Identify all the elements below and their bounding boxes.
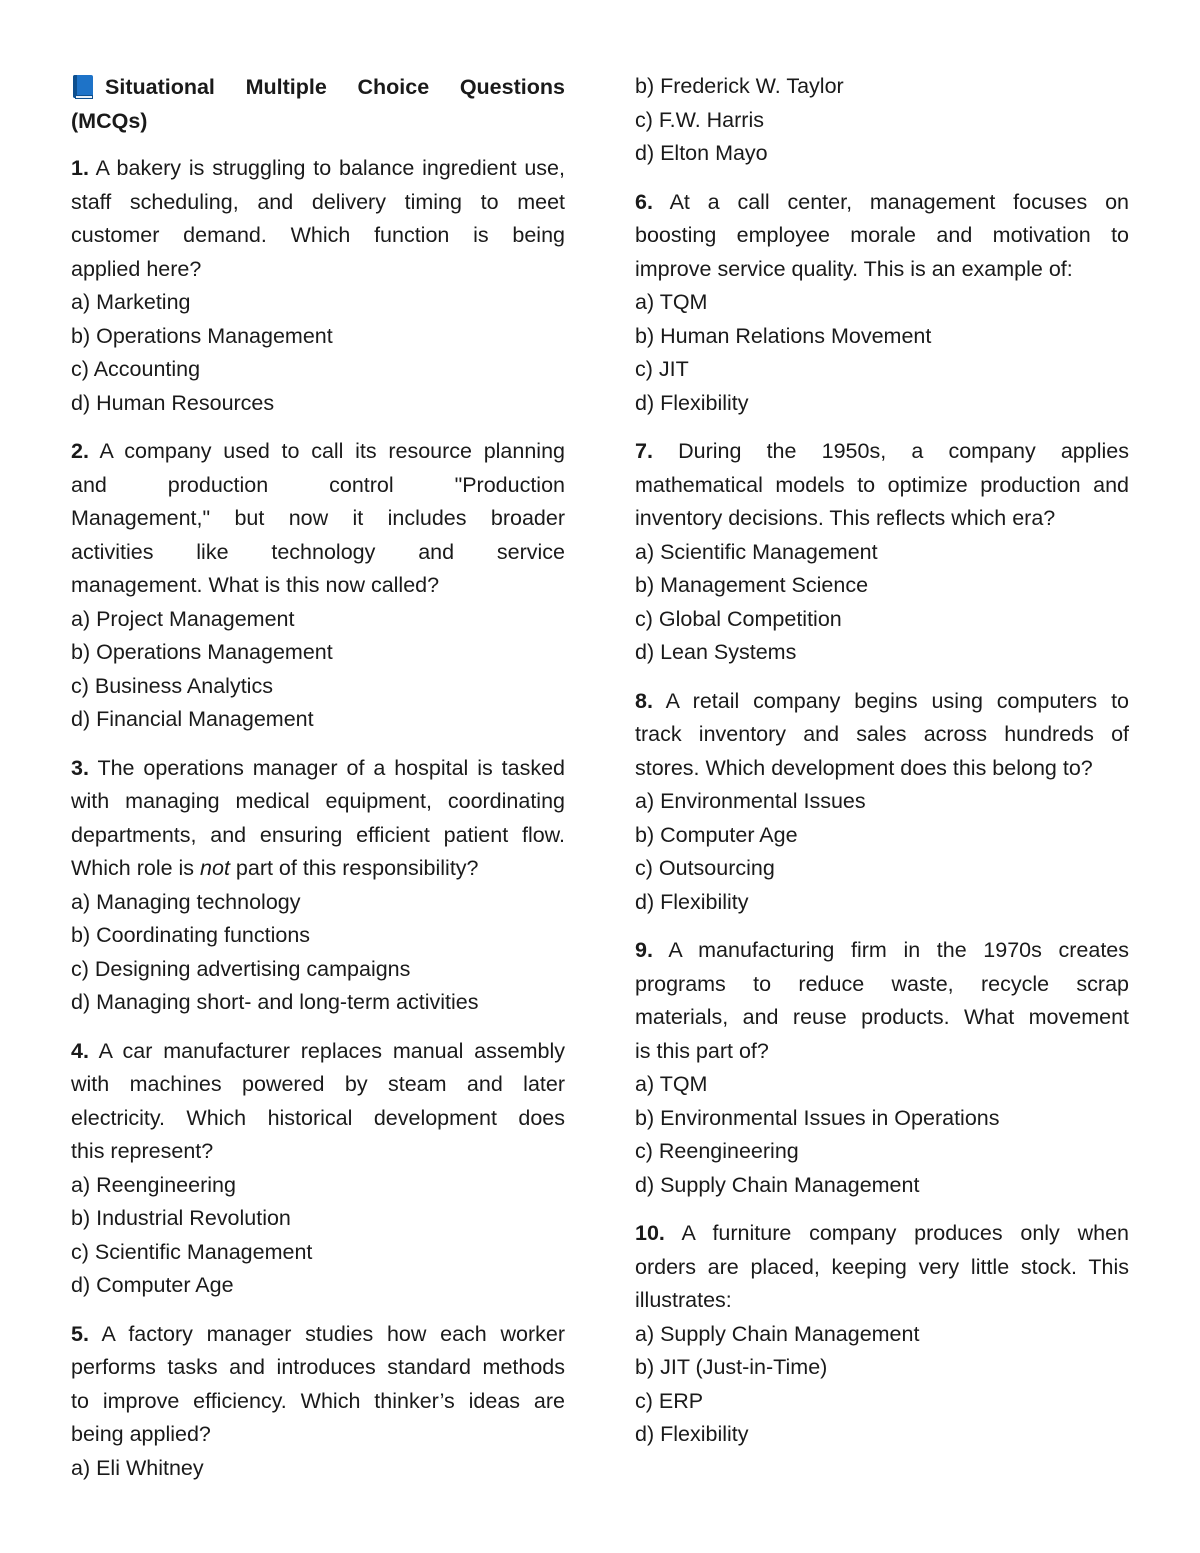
- question-9: [635, 934, 1129, 1202]
- question-text: A furniture company produces only when: [681, 1221, 1129, 1245]
- answer-option: b) JIT (Just-in-Time): [635, 1355, 828, 1379]
- answer-option: c) F.W. Harris: [635, 107, 764, 132]
- question-4: [71, 1035, 565, 1303]
- question-2: [71, 435, 565, 737]
- answer-option: b) Management Science: [635, 573, 869, 597]
- answer-option: d) Managing short- and long-term activities: [71, 990, 479, 1014]
- question-number: 10.: [635, 1221, 665, 1245]
- question-7: [635, 435, 1129, 670]
- answer-option: a) TQM: [635, 1072, 708, 1096]
- answer-option: d) Flexibility: [635, 1422, 749, 1446]
- answer-option: d) Flexibility: [635, 889, 749, 914]
- question-text: to improve efficiency. Which thinker’s ideas are: [71, 1388, 565, 1413]
- answer-option: b) Environmental Issues in Operations: [635, 1105, 1000, 1130]
- question-text: A factory manager studies how each worker: [101, 1321, 565, 1346]
- answer-option: a) Environmental Issues: [635, 789, 866, 813]
- answer-option: c) Business Analytics: [71, 673, 273, 698]
- question-text: with machines powered by steam and later: [71, 1072, 565, 1096]
- question-number: 9.: [635, 938, 653, 962]
- question-number: 1.: [71, 156, 89, 180]
- question-text: mathematical models to optimize production and: [635, 472, 1129, 497]
- question-text: is this part of?: [635, 1038, 769, 1063]
- question-text: Which role is not part of this responsibility?: [71, 856, 479, 880]
- answer-option: d) Computer Age: [71, 1273, 234, 1297]
- question-text: A bakery is struggling to balance ingredient use,: [95, 156, 565, 180]
- answer-option: c) Scientific Management: [71, 1239, 313, 1264]
- question-number: 6.: [635, 189, 653, 214]
- question-text: inventory decisions. This reflects which era?: [635, 506, 1056, 530]
- question-text: Management," but now it includes broader: [71, 506, 565, 530]
- book-icon: [71, 74, 95, 100]
- title-word: Multiple: [245, 75, 327, 99]
- answer-option: a) Project Management: [71, 606, 295, 631]
- question-text: electricity. Which historical development does: [71, 1105, 565, 1130]
- answer-option: d) Financial Management: [71, 707, 314, 731]
- answer-option: c) ERP: [635, 1388, 704, 1413]
- answer-option: c) Reengineering: [635, 1139, 799, 1163]
- answer-option: c) Outsourcing: [635, 856, 775, 880]
- document-title: [71, 70, 565, 138]
- question-text: materials, and reuse products. What movement: [635, 1005, 1129, 1029]
- question-text: programs to reduce waste, recycle scrap: [635, 971, 1129, 996]
- question-number: 8.: [635, 688, 653, 713]
- title-word: Questions: [459, 75, 565, 99]
- answer-option: a) Scientific Management: [635, 539, 878, 564]
- answer-option: c) Accounting: [71, 357, 201, 381]
- question-text: orders are placed, keeping very little stock. This: [635, 1254, 1129, 1279]
- question-text: staff scheduling, and delivery timing to meet: [71, 189, 565, 214]
- answer-option: b) Human Relations Movement: [635, 323, 932, 348]
- answer-option: b) Computer Age: [635, 822, 798, 847]
- question-text: performs tasks and introduces standard methods: [71, 1355, 565, 1379]
- answer-option: b) Operations Management: [71, 640, 333, 664]
- left-column: [71, 70, 565, 1485]
- question-number: 7.: [635, 439, 653, 463]
- answer-option: d) Supply Chain Management: [635, 1172, 920, 1197]
- question-text: improve service quality. This is an example of:: [635, 256, 1073, 281]
- question-number: 5.: [71, 1321, 89, 1346]
- answer-option: b) Operations Management: [71, 323, 333, 348]
- question-text: applied here?: [71, 256, 202, 281]
- question-text: departments, and ensuring efficient patient flow.: [71, 822, 565, 847]
- question-text: track inventory and sales across hundreds of: [635, 722, 1129, 746]
- question-text: being applied?: [71, 1422, 211, 1446]
- question-1: [71, 152, 565, 420]
- answer-option: a) Supply Chain Management: [635, 1321, 920, 1346]
- question-text: The operations manager of a hospital is tasked: [97, 755, 565, 780]
- question-number: 3.: [71, 755, 89, 780]
- question-text: A retail company begins using computers to: [665, 688, 1129, 713]
- question-text: At a call center, management focuses on: [669, 189, 1129, 214]
- question-number: 4.: [71, 1038, 89, 1063]
- question-6: [635, 186, 1129, 421]
- answer-option: a) Managing technology: [71, 889, 301, 914]
- question-text: this represent?: [71, 1139, 214, 1163]
- question-text: During the 1950s, a company applies: [678, 439, 1129, 463]
- question-3: [71, 752, 565, 1020]
- question-text: A car manufacturer replaces manual assembly: [98, 1038, 565, 1063]
- answer-option: b) Frederick W. Taylor: [635, 74, 844, 98]
- title-word: Choice: [357, 75, 430, 99]
- question-text: with managing medical equipment, coordinating: [71, 789, 565, 813]
- answer-option: d) Flexibility: [635, 390, 749, 415]
- answer-option: d) Human Resources: [71, 390, 275, 415]
- answer-option: d) Elton Mayo: [635, 141, 768, 165]
- title-line-2: (MCQs): [71, 109, 148, 133]
- answer-option: c) JIT: [635, 357, 689, 381]
- answer-option: b) Industrial Revolution: [71, 1206, 291, 1230]
- question-5: [71, 1318, 565, 1486]
- answer-option: a) TQM: [635, 290, 708, 314]
- right-column: [635, 70, 1129, 1452]
- answer-option: d) Lean Systems: [635, 640, 797, 664]
- answer-option: c) Global Competition: [635, 606, 842, 631]
- answer-option: a) Marketing: [71, 290, 191, 314]
- title-word: Situational: [105, 75, 215, 99]
- answer-option: b) Coordinating functions: [71, 923, 311, 947]
- question-text: stores. Which development does this belong to?: [635, 755, 1093, 780]
- question-text: illustrates:: [635, 1288, 732, 1312]
- question-text: A manufacturing firm in the 1970s creates: [668, 938, 1129, 962]
- answer-option: a) Eli Whitney: [71, 1455, 204, 1480]
- question-text: activities like technology and service: [71, 539, 565, 564]
- answer-option: a) Reengineering: [71, 1172, 236, 1197]
- question-text: A company used to call its resource planning: [99, 439, 565, 463]
- question-text: and production control "Production: [71, 472, 565, 497]
- question-number: 2.: [71, 439, 89, 463]
- question-8: [635, 685, 1129, 920]
- question-text: management. What is this now called?: [71, 573, 440, 597]
- question-text: customer demand. Which function is being: [71, 223, 565, 247]
- answer-option: c) Designing advertising campaigns: [71, 956, 411, 981]
- question-text: boosting employee morale and motivation to: [635, 223, 1129, 247]
- question-10: [635, 1217, 1129, 1452]
